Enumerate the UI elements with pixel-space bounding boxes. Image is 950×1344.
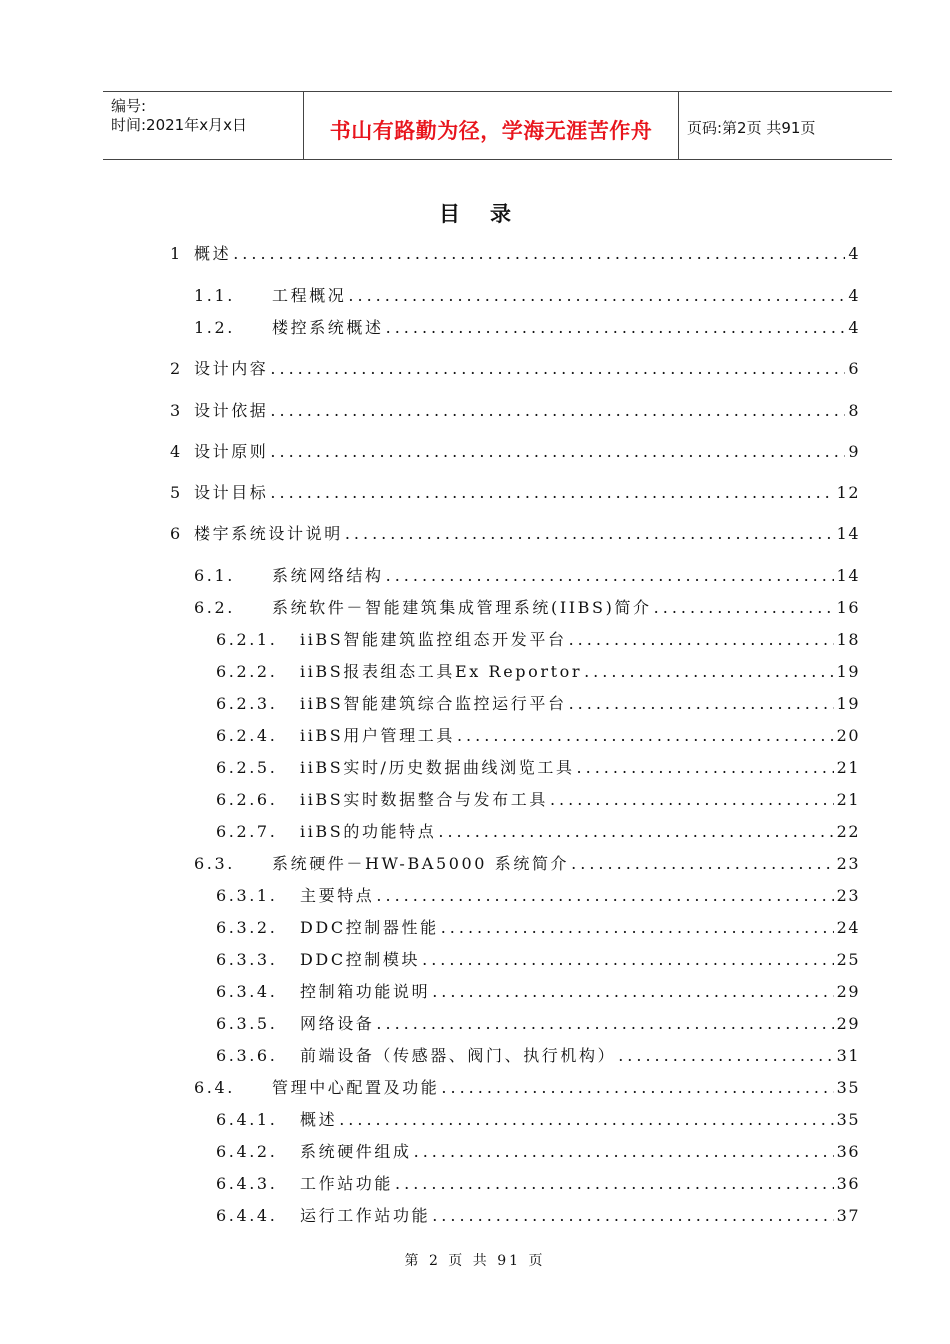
toc-entry[interactable] (216, 725, 860, 747)
toc-entry-number: 6.2.1. (216, 630, 278, 649)
header-motto: 书山有路勤为径，学海无涯苦作舟 (329, 119, 653, 143)
toc-entry-number: 6.1. (194, 566, 235, 585)
toc-leader-dots (432, 1205, 833, 1227)
toc-entry-page: 12 (836, 483, 860, 502)
toc-entry-label: 系统网络结构 (272, 566, 384, 585)
toc-entry[interactable] (216, 885, 860, 907)
toc-entry-number: 6.3.3. (216, 950, 278, 969)
toc-entry-page: 23 (836, 854, 860, 873)
toc-entry-label: 楼控系统概述 (272, 318, 384, 337)
toc-leader-dots (376, 885, 833, 907)
toc-entry[interactable] (216, 1141, 860, 1163)
toc-entry-page: 14 (836, 524, 860, 543)
toc-entry-number: 6 (170, 524, 183, 543)
toc-entry[interactable] (194, 853, 860, 875)
toc-entry[interactable] (216, 981, 860, 1003)
toc-entry-number: 4 (170, 442, 183, 461)
toc-entry[interactable] (194, 565, 860, 587)
toc-entry-page: 20 (836, 726, 860, 745)
toc-entry[interactable] (170, 400, 860, 422)
toc-entry-number: 6.2.5. (216, 758, 278, 777)
toc-entry-page: 19 (836, 662, 860, 681)
toc-entry-label: iiBS智能建筑监控组态开发平台 (300, 630, 567, 649)
toc-entry-number: 6.4.1. (216, 1110, 278, 1129)
toc-entry-label: iiBS报表组态工具Ex Reportor (300, 662, 583, 681)
toc-entry-page: 4 (848, 244, 860, 263)
toc-entry-label: iiBS用户管理工具 (300, 726, 455, 745)
toc-leader-dots (550, 789, 834, 811)
toc-entry-number: 6.3.5. (216, 1014, 278, 1033)
toc-leader-dots (270, 482, 833, 504)
toc-entry-number: 6.2.2. (216, 662, 278, 681)
toc-entry-page: 21 (836, 758, 860, 777)
toc-entry-page: 36 (836, 1142, 860, 1161)
toc-leader-dots (457, 725, 834, 747)
toc-entry-number: 6.3.1. (216, 886, 278, 905)
toc-leader-dots (441, 1077, 833, 1099)
toc-leader-dots (348, 285, 845, 307)
toc-entry-page: 29 (836, 1014, 860, 1033)
toc-entry-number: 2 (170, 359, 183, 378)
toc-entry[interactable] (216, 661, 860, 683)
toc-entry-page: 9 (848, 442, 860, 461)
toc-entry[interactable] (216, 1013, 860, 1035)
toc-leader-dots (654, 597, 834, 619)
toc-entry[interactable] (170, 358, 860, 380)
toc-entry-label: 系统硬件－HW-BA5000 系统简介 (272, 854, 570, 873)
toc-entry-label: 工作站功能 (300, 1174, 394, 1193)
toc-leader-dots (584, 661, 834, 683)
toc-entry-number: 6.2.4. (216, 726, 278, 745)
toc-leader-dots (422, 949, 834, 971)
toc-entry-label: iiBS的功能特点 (300, 822, 437, 841)
toc-entry-number: 6.3.2. (216, 918, 278, 937)
toc-entry[interactable] (194, 1077, 860, 1099)
toc-leader-dots (577, 757, 834, 779)
toc-entry[interactable] (170, 482, 860, 504)
toc-entry-number: 6.4.2. (216, 1142, 278, 1161)
toc-leader-dots (233, 243, 845, 265)
toc-entry-page: 19 (836, 694, 860, 713)
toc-leader-dots (569, 629, 834, 651)
toc-entry-page: 23 (836, 886, 860, 905)
toc-leader-dots (441, 917, 834, 939)
toc-entry-page: 21 (836, 790, 860, 809)
toc-entry-label: 运行工作站功能 (300, 1206, 431, 1225)
toc-leader-dots (270, 400, 845, 422)
page-footer: 第 2 页 共 91 页 (404, 1253, 546, 1269)
toc-entry[interactable] (216, 1109, 860, 1131)
toc-entry-label: 设计依据 (194, 401, 269, 420)
toc-leader-dots (414, 1141, 834, 1163)
toc-entry-page: 22 (836, 822, 860, 841)
toc-leader-dots (395, 1173, 834, 1195)
toc-entry-page: 36 (836, 1174, 860, 1193)
toc-entry-number: 6.3.4. (216, 982, 278, 1001)
toc-entry-number: 6.3.6. (216, 1046, 278, 1065)
toc-entry-number: 1.2. (194, 318, 235, 337)
toc-entry-label: 前端设备（传感器、阀门、执行机构） (300, 1046, 617, 1065)
toc-leader-dots (386, 317, 846, 339)
toc-entry-number: 6.4.3. (216, 1174, 278, 1193)
toc-entry-label: 设计原则 (194, 442, 269, 461)
toc-entry[interactable] (216, 1205, 860, 1227)
toc-entry-label: 主要特点 (300, 886, 375, 905)
toc-entry[interactable] (170, 243, 860, 265)
toc-entry-number: 6.2. (194, 598, 235, 617)
toc-entry-page: 8 (848, 401, 860, 420)
toc-entry[interactable] (194, 285, 860, 307)
toc-entry-number: 6.2.3. (216, 694, 278, 713)
toc-title: 目录 (439, 202, 541, 226)
header-page-label: 页码:第2页 共91页 (687, 119, 816, 137)
toc-entry-number: 1 (170, 244, 183, 263)
toc-entry[interactable] (194, 317, 860, 339)
toc-entry-label: 设计目标 (194, 483, 269, 502)
toc-entry-label: iiBS智能建筑综合监控运行平台 (300, 694, 567, 713)
toc-entry-label: 网络设备 (300, 1014, 375, 1033)
toc-leader-dots (432, 981, 833, 1003)
toc-leader-dots (339, 1109, 833, 1131)
toc-entry[interactable] (216, 789, 860, 811)
toc-entry[interactable] (216, 949, 860, 971)
toc-entry-label: DDC控制模块 (300, 950, 421, 969)
toc-entry-label: 控制箱功能说明 (300, 982, 431, 1001)
toc-leader-dots (270, 441, 845, 463)
toc-leader-dots (618, 1045, 833, 1067)
toc-entry-label: iiBS实时数据整合与发布工具 (300, 790, 548, 809)
toc-leader-dots (569, 693, 834, 715)
toc-entry-number: 5 (170, 483, 183, 502)
toc-entry-page: 35 (836, 1110, 860, 1129)
toc-entry-label: 设计内容 (194, 359, 269, 378)
toc-entry[interactable] (216, 1173, 860, 1195)
toc-entry-number: 3 (170, 401, 183, 420)
toc-entry-page: 25 (836, 950, 860, 969)
toc-entry[interactable] (216, 693, 860, 715)
document-number-label: 编号: (111, 97, 147, 115)
toc-entry-label: 楼宇系统设计说明 (194, 524, 343, 543)
toc-entry-page: 16 (836, 598, 860, 617)
toc-entry-page: 24 (836, 918, 860, 937)
toc-entry-label: 系统硬件组成 (300, 1142, 412, 1161)
toc-entry-number: 6.4.4. (216, 1206, 278, 1225)
toc-leader-dots (438, 821, 833, 843)
toc-entry-label: 概述 (300, 1110, 338, 1129)
toc-entry[interactable] (216, 1045, 860, 1067)
toc-entry[interactable] (170, 441, 860, 463)
toc-leader-dots (386, 565, 834, 587)
toc-entry-label: 管理中心配置及功能 (272, 1078, 440, 1097)
toc-entry-page: 14 (836, 566, 860, 585)
toc-entry[interactable] (216, 629, 860, 651)
toc-entry-number: 6.3. (194, 854, 235, 873)
toc-entry-number: 6.2.7. (216, 822, 278, 841)
toc-leader-dots (571, 853, 833, 875)
toc-entry-page: 4 (848, 286, 860, 305)
toc-entry-page: 29 (836, 982, 860, 1001)
toc-entry-page: 37 (836, 1206, 860, 1225)
toc-leader-dots (345, 523, 834, 545)
toc-entry-number: 1.1. (194, 286, 235, 305)
toc-entry[interactable] (170, 523, 860, 545)
toc-entry[interactable] (194, 597, 860, 619)
toc-entry-number: 6.4. (194, 1078, 235, 1097)
toc-entry-label: 系统软件－智能建筑集成管理系统(IIBS)简介 (272, 598, 652, 617)
toc-entry-label: 概述 (194, 244, 232, 263)
toc-entry-page: 31 (836, 1046, 860, 1065)
toc-entry-number: 6.2.6. (216, 790, 278, 809)
toc-entry-page: 35 (836, 1078, 860, 1097)
toc-entry-label: 工程概况 (272, 286, 347, 305)
toc-entry[interactable] (216, 821, 860, 843)
document-time-label: 时间:2021年x月x日 (111, 116, 247, 134)
toc-entry[interactable] (216, 757, 860, 779)
toc-entry-label: iiBS实时/历史数据曲线浏览工具 (300, 758, 575, 777)
toc-entry-page: 4 (848, 318, 860, 337)
toc-entry-page: 6 (848, 359, 860, 378)
toc-entry-label: DDC控制器性能 (300, 918, 439, 937)
toc-leader-dots (270, 358, 845, 380)
toc-entry-page: 18 (836, 630, 860, 649)
toc-leader-dots (376, 1013, 833, 1035)
toc-entry[interactable] (216, 917, 860, 939)
